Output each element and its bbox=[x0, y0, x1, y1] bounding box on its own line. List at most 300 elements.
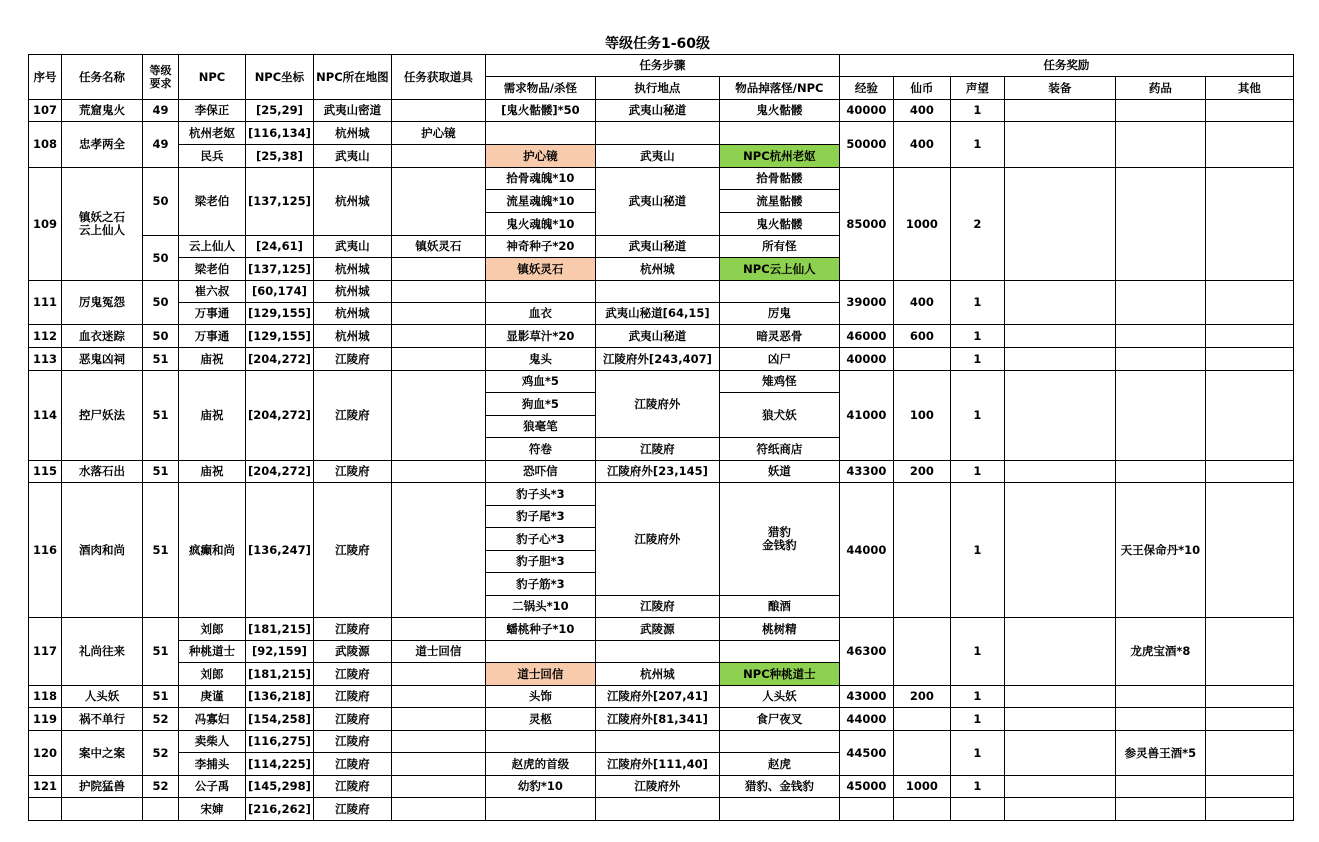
cell-drop: 流星骷髅 bbox=[719, 190, 839, 213]
cell-need: 豹子胆*3 bbox=[485, 551, 595, 573]
cell-map: 杭州城 bbox=[313, 325, 391, 348]
cell-money: 200 bbox=[893, 461, 950, 483]
cell-need: [鬼火骷髅]*50 bbox=[485, 100, 595, 122]
cell-id: 108 bbox=[29, 122, 62, 168]
cell-need: 豹子心*3 bbox=[485, 528, 595, 551]
cell-other bbox=[1205, 168, 1293, 281]
cell-map: 杭州城 bbox=[313, 258, 391, 281]
cell-map: 武夷山 bbox=[313, 236, 391, 258]
cell-exp: 46300 bbox=[839, 618, 893, 686]
cell-coords: [145,298] bbox=[246, 776, 314, 798]
cell-drop bbox=[719, 641, 839, 663]
cell-money: 1000 bbox=[893, 168, 950, 281]
cell-item bbox=[391, 371, 485, 461]
cell-npc: 李保正 bbox=[179, 100, 246, 122]
cell-money: 600 bbox=[893, 325, 950, 348]
col-header-exp: 经验 bbox=[839, 77, 893, 100]
cell-money: 100 bbox=[893, 371, 950, 461]
cell-coords: [136,247] bbox=[246, 483, 314, 618]
cell-place bbox=[595, 641, 719, 663]
cell-drop: 鬼火骷髅 bbox=[719, 100, 839, 122]
cell-need: 拾骨魂魄*10 bbox=[485, 168, 595, 190]
cell-need: 鸡血*5 bbox=[485, 371, 595, 393]
cell-exp bbox=[839, 798, 893, 821]
cell-drop bbox=[719, 798, 839, 821]
col-header-place: 执行地点 bbox=[595, 77, 719, 100]
cell-drop: 雉鸡怪 bbox=[719, 371, 839, 393]
col-header-id: 序号 bbox=[29, 55, 62, 100]
cell-place: 江陵府外[207,41] bbox=[595, 686, 719, 708]
cell-npc: 种桃道士 bbox=[179, 641, 246, 663]
cell-need bbox=[485, 281, 595, 303]
cell-other bbox=[1205, 483, 1293, 618]
cell-place: 江陵府外 bbox=[595, 371, 719, 438]
cell-coords: [137,125] bbox=[246, 168, 314, 236]
cell-coords: [204,272] bbox=[246, 461, 314, 483]
cell-other bbox=[1205, 325, 1293, 348]
table-row bbox=[29, 686, 1294, 708]
cell-level: 49 bbox=[143, 122, 179, 168]
cell-npc: 公子禹 bbox=[179, 776, 246, 798]
cell-drop: 人头妖 bbox=[719, 686, 839, 708]
cell-other bbox=[1205, 776, 1293, 798]
cell-drop: 狼犬妖 bbox=[719, 393, 839, 438]
cell-npc: 冯寡妇 bbox=[179, 708, 246, 731]
cell-coords: [216,262] bbox=[246, 798, 314, 821]
cell-equip bbox=[1004, 325, 1115, 348]
cell-place: 杭州城 bbox=[595, 663, 719, 686]
cell-coords: [181,215] bbox=[246, 663, 314, 686]
cell-fame: 1 bbox=[950, 371, 1004, 461]
cell-name: 人头妖 bbox=[62, 686, 143, 708]
cell-medicine bbox=[1115, 325, 1205, 348]
cell-coords: [24,61] bbox=[246, 236, 314, 258]
cell-other bbox=[1205, 731, 1293, 776]
cell-place bbox=[595, 798, 719, 821]
cell-place: 江陵府 bbox=[595, 438, 719, 461]
cell-id: 121 bbox=[29, 776, 62, 798]
sheet-title: 等级任务1-60级 bbox=[604, 36, 711, 52]
cell-exp: 85000 bbox=[839, 168, 893, 281]
table-row bbox=[29, 100, 1294, 122]
cell-equip bbox=[1004, 798, 1115, 821]
cell-money: 400 bbox=[893, 281, 950, 325]
table-row bbox=[29, 371, 1294, 393]
cell-need: 鬼头 bbox=[485, 348, 595, 371]
cell-level: 52 bbox=[143, 708, 179, 731]
cell-map: 江陵府 bbox=[313, 483, 391, 618]
cell-npc: 杭州老妪 bbox=[179, 122, 246, 145]
cell-coords: [137,125] bbox=[246, 258, 314, 281]
table-row bbox=[29, 281, 1294, 303]
cell-money: 200 bbox=[893, 686, 950, 708]
col-header-money: 仙币 bbox=[893, 77, 950, 100]
table-row bbox=[29, 461, 1294, 483]
cell-other bbox=[1205, 708, 1293, 731]
cell-map: 武陵源 bbox=[313, 641, 391, 663]
cell-other bbox=[1205, 100, 1293, 122]
cell-need: 流星魂魄*10 bbox=[485, 190, 595, 213]
cell-need: 鬼火魂魄*10 bbox=[485, 213, 595, 236]
cell-need: 豹子筋*3 bbox=[485, 573, 595, 596]
cell-place: 江陵府外 bbox=[595, 776, 719, 798]
cell-need: 镇妖灵石 bbox=[485, 258, 595, 281]
cell-equip bbox=[1004, 776, 1115, 798]
cell-map: 杭州城 bbox=[313, 303, 391, 325]
cell-medicine bbox=[1115, 798, 1205, 821]
cell-coords: [116,134] bbox=[246, 122, 314, 145]
cell-id bbox=[29, 798, 62, 821]
cell-item bbox=[391, 483, 485, 618]
col-header-drop: 物品掉落怪/NPC bbox=[719, 77, 839, 100]
cell-level bbox=[143, 798, 179, 821]
cell-drop bbox=[719, 731, 839, 753]
cell-item bbox=[391, 686, 485, 708]
cell-medicine bbox=[1115, 686, 1205, 708]
cell-need: 豹子尾*3 bbox=[485, 506, 595, 528]
cell-exp: 40000 bbox=[839, 100, 893, 122]
cell-map: 江陵府 bbox=[313, 371, 391, 461]
cell-item bbox=[391, 708, 485, 731]
cell-other bbox=[1205, 798, 1293, 821]
cell-other bbox=[1205, 686, 1293, 708]
cell-level: 51 bbox=[143, 618, 179, 686]
col-header-name: 任务名称 bbox=[62, 55, 143, 100]
cell-id: 115 bbox=[29, 461, 62, 483]
cell-medicine: 参灵兽王酒*5 bbox=[1115, 731, 1205, 776]
cell-id: 107 bbox=[29, 100, 62, 122]
cell-medicine bbox=[1115, 168, 1205, 281]
cell-fame bbox=[950, 798, 1004, 821]
cell-map: 江陵府 bbox=[313, 776, 391, 798]
table-row bbox=[29, 731, 1294, 753]
cell-map: 杭州城 bbox=[313, 168, 391, 236]
cell-need: 蟠桃种子*10 bbox=[485, 618, 595, 641]
cell-fame: 2 bbox=[950, 168, 1004, 281]
cell-map: 武夷山密道 bbox=[313, 100, 391, 122]
cell-drop: 妖道 bbox=[719, 461, 839, 483]
cell-need bbox=[485, 641, 595, 663]
cell-item bbox=[391, 281, 485, 303]
cell-fame: 1 bbox=[950, 100, 1004, 122]
cell-medicine bbox=[1115, 708, 1205, 731]
cell-need: 血衣 bbox=[485, 303, 595, 325]
cell-id: 114 bbox=[29, 371, 62, 461]
table-row bbox=[29, 348, 1294, 371]
cell-need: 恐吓信 bbox=[485, 461, 595, 483]
cell-place: 江陵府 bbox=[595, 596, 719, 618]
cell-level: 50 bbox=[143, 281, 179, 325]
cell-drop: 食尸夜叉 bbox=[719, 708, 839, 731]
cell-place: 武夷山秘道 bbox=[595, 100, 719, 122]
cell-place: 江陵府外[111,40] bbox=[595, 753, 719, 776]
col-header-steps: 任务步骤 bbox=[485, 55, 839, 77]
cell-drop: 桃树精 bbox=[719, 618, 839, 641]
col-header-npc: NPC bbox=[179, 55, 246, 100]
cell-medicine bbox=[1115, 776, 1205, 798]
cell-item bbox=[391, 753, 485, 776]
cell-npc: 万事通 bbox=[179, 303, 246, 325]
cell-place: 江陵府外[243,407] bbox=[595, 348, 719, 371]
cell-level: 51 bbox=[143, 461, 179, 483]
cell-equip bbox=[1004, 348, 1115, 371]
table-row bbox=[29, 776, 1294, 798]
cell-drop: 鬼火骷髅 bbox=[719, 213, 839, 236]
cell-item bbox=[391, 258, 485, 281]
cell-item bbox=[391, 618, 485, 641]
cell-id: 119 bbox=[29, 708, 62, 731]
cell-item: 道士回信 bbox=[391, 641, 485, 663]
cell-npc: 疯癫和尚 bbox=[179, 483, 246, 618]
col-header-level: 等级要求 bbox=[143, 55, 179, 100]
cell-drop: 猎豹 金钱豹 bbox=[719, 483, 839, 596]
cell-coords: [60,174] bbox=[246, 281, 314, 303]
cell-id: 117 bbox=[29, 618, 62, 686]
header-row-1 bbox=[29, 55, 1294, 77]
cell-name: 护院猛兽 bbox=[62, 776, 143, 798]
cell-item: 镇妖灵石 bbox=[391, 236, 485, 258]
cell-coords: [129,155] bbox=[246, 325, 314, 348]
cell-other bbox=[1205, 371, 1293, 461]
cell-coords: [129,155] bbox=[246, 303, 314, 325]
cell-place bbox=[595, 122, 719, 145]
cell-exp: 41000 bbox=[839, 371, 893, 461]
cell-drop: NPC云上仙人 bbox=[719, 258, 839, 281]
cell-coords: [204,272] bbox=[246, 348, 314, 371]
table-row bbox=[29, 325, 1294, 348]
cell-map: 江陵府 bbox=[313, 686, 391, 708]
cell-drop: 符纸商店 bbox=[719, 438, 839, 461]
cell-npc: 李捕头 bbox=[179, 753, 246, 776]
cell-id: 116 bbox=[29, 483, 62, 618]
cell-drop: 厉鬼 bbox=[719, 303, 839, 325]
table-row bbox=[29, 168, 1294, 190]
cell-level: 49 bbox=[143, 100, 179, 122]
cell-map: 杭州城 bbox=[313, 281, 391, 303]
cell-need bbox=[485, 731, 595, 753]
cell-other bbox=[1205, 122, 1293, 168]
cell-id: 113 bbox=[29, 348, 62, 371]
cell-equip bbox=[1004, 168, 1115, 281]
col-header-equip: 装备 bbox=[1004, 77, 1115, 100]
cell-item bbox=[391, 776, 485, 798]
cell-coords: [116,275] bbox=[246, 731, 314, 753]
cell-level: 51 bbox=[143, 483, 179, 618]
cell-map: 江陵府 bbox=[313, 708, 391, 731]
cell-exp: 43300 bbox=[839, 461, 893, 483]
cell-medicine bbox=[1115, 122, 1205, 168]
cell-item bbox=[391, 663, 485, 686]
cell-name: 酒肉和尚 bbox=[62, 483, 143, 618]
cell-need: 赵虎的首级 bbox=[485, 753, 595, 776]
cell-place: 武陵源 bbox=[595, 618, 719, 641]
cell-exp: 44500 bbox=[839, 731, 893, 776]
cell-need: 显影草汁*20 bbox=[485, 325, 595, 348]
cell-equip bbox=[1004, 461, 1115, 483]
col-header-coords: NPC坐标 bbox=[246, 55, 314, 100]
cell-need: 幼豹*10 bbox=[485, 776, 595, 798]
cell-level: 51 bbox=[143, 371, 179, 461]
cell-medicine bbox=[1115, 461, 1205, 483]
cell-name bbox=[62, 798, 143, 821]
table-row bbox=[29, 708, 1294, 731]
cell-drop: NPC种桃道士 bbox=[719, 663, 839, 686]
cell-name: 案中之案 bbox=[62, 731, 143, 776]
cell-item bbox=[391, 168, 485, 236]
cell-fame: 1 bbox=[950, 731, 1004, 776]
cell-place: 武夷山秘道 bbox=[595, 168, 719, 236]
cell-item bbox=[391, 348, 485, 371]
cell-coords: [25,29] bbox=[246, 100, 314, 122]
cell-place: 武夷山秘道 bbox=[595, 325, 719, 348]
cell-equip bbox=[1004, 122, 1115, 168]
cell-other bbox=[1205, 348, 1293, 371]
cell-item bbox=[391, 731, 485, 753]
col-header-reward: 任务奖励 bbox=[839, 55, 1293, 77]
cell-npc: 刘郎 bbox=[179, 663, 246, 686]
cell-level: 51 bbox=[143, 686, 179, 708]
cell-place: 江陵府外 bbox=[595, 483, 719, 596]
cell-need: 灵柩 bbox=[485, 708, 595, 731]
cell-exp: 39000 bbox=[839, 281, 893, 325]
cell-medicine: 天王保命丹*10 bbox=[1115, 483, 1205, 618]
cell-fame: 1 bbox=[950, 686, 1004, 708]
cell-money: 400 bbox=[893, 100, 950, 122]
cell-place: 江陵府外[81,341] bbox=[595, 708, 719, 731]
col-header-item: 任务获取道具 bbox=[391, 55, 485, 100]
cell-equip bbox=[1004, 708, 1115, 731]
cell-coords: [136,218] bbox=[246, 686, 314, 708]
cell-fame: 1 bbox=[950, 122, 1004, 168]
cell-exp: 50000 bbox=[839, 122, 893, 168]
cell-npc: 庚谨 bbox=[179, 686, 246, 708]
cell-need: 狗血*5 bbox=[485, 393, 595, 416]
quest-table bbox=[28, 54, 1294, 821]
cell-id: 120 bbox=[29, 731, 62, 776]
cell-item bbox=[391, 303, 485, 325]
cell-name: 厉鬼冤怨 bbox=[62, 281, 143, 325]
cell-other bbox=[1205, 618, 1293, 686]
cell-map: 武夷山 bbox=[313, 145, 391, 168]
cell-level: 51 bbox=[143, 348, 179, 371]
cell-level: 50 bbox=[143, 325, 179, 348]
cell-equip bbox=[1004, 281, 1115, 325]
cell-need: 神奇种子*20 bbox=[485, 236, 595, 258]
cell-map: 杭州城 bbox=[313, 122, 391, 145]
cell-id: 118 bbox=[29, 686, 62, 708]
cell-equip bbox=[1004, 618, 1115, 686]
cell-coords: [154,258] bbox=[246, 708, 314, 731]
cell-coords: [114,225] bbox=[246, 753, 314, 776]
cell-medicine bbox=[1115, 100, 1205, 122]
cell-need: 护心镜 bbox=[485, 145, 595, 168]
cell-level: 50 bbox=[143, 236, 179, 281]
cell-fame: 1 bbox=[950, 325, 1004, 348]
cell-npc: 刘郎 bbox=[179, 618, 246, 641]
cell-drop bbox=[719, 281, 839, 303]
cell-npc: 崔六叔 bbox=[179, 281, 246, 303]
cell-name: 祸不单行 bbox=[62, 708, 143, 731]
cell-npc: 庙祝 bbox=[179, 461, 246, 483]
cell-drop: 所有怪 bbox=[719, 236, 839, 258]
cell-npc: 梁老伯 bbox=[179, 258, 246, 281]
cell-name: 水落石出 bbox=[62, 461, 143, 483]
table-row bbox=[29, 483, 1294, 506]
cell-money: 400 bbox=[893, 122, 950, 168]
cell-equip bbox=[1004, 100, 1115, 122]
cell-id: 111 bbox=[29, 281, 62, 325]
cell-medicine bbox=[1115, 371, 1205, 461]
table-row bbox=[29, 798, 1294, 821]
cell-npc: 云上仙人 bbox=[179, 236, 246, 258]
cell-map: 江陵府 bbox=[313, 461, 391, 483]
cell-money bbox=[893, 618, 950, 686]
cell-name: 恶鬼凶祠 bbox=[62, 348, 143, 371]
cell-place: 江陵府外[23,145] bbox=[595, 461, 719, 483]
cell-id: 112 bbox=[29, 325, 62, 348]
cell-level: 52 bbox=[143, 731, 179, 776]
cell-level: 50 bbox=[143, 168, 179, 236]
cell-money bbox=[893, 798, 950, 821]
cell-fame: 1 bbox=[950, 776, 1004, 798]
cell-place: 武夷山秘道[64,15] bbox=[595, 303, 719, 325]
cell-npc: 庙祝 bbox=[179, 371, 246, 461]
cell-drop: 猎豹、金钱豹 bbox=[719, 776, 839, 798]
col-header-medicine: 药品 bbox=[1115, 77, 1205, 100]
cell-equip bbox=[1004, 371, 1115, 461]
cell-exp: 44000 bbox=[839, 708, 893, 731]
cell-drop: 暗灵恶骨 bbox=[719, 325, 839, 348]
cell-npc: 民兵 bbox=[179, 145, 246, 168]
cell-fame: 1 bbox=[950, 461, 1004, 483]
cell-name: 忠孝两全 bbox=[62, 122, 143, 168]
cell-name: 荒窟鬼火 bbox=[62, 100, 143, 122]
cell-drop: 凶尸 bbox=[719, 348, 839, 371]
cell-equip bbox=[1004, 686, 1115, 708]
cell-exp: 40000 bbox=[839, 348, 893, 371]
col-header-fame: 声望 bbox=[950, 77, 1004, 100]
cell-money bbox=[893, 483, 950, 618]
cell-medicine bbox=[1115, 281, 1205, 325]
cell-equip bbox=[1004, 483, 1115, 618]
cell-coords: [181,215] bbox=[246, 618, 314, 641]
cell-map: 江陵府 bbox=[313, 731, 391, 753]
cell-fame: 1 bbox=[950, 348, 1004, 371]
cell-map: 江陵府 bbox=[313, 753, 391, 776]
cell-exp: 44000 bbox=[839, 483, 893, 618]
cell-level: 52 bbox=[143, 776, 179, 798]
cell-item bbox=[391, 145, 485, 168]
cell-medicine bbox=[1115, 348, 1205, 371]
cell-item bbox=[391, 798, 485, 821]
cell-coords: [25,38] bbox=[246, 145, 314, 168]
cell-npc: 庙祝 bbox=[179, 348, 246, 371]
cell-equip bbox=[1004, 731, 1115, 776]
cell-need: 狼毫笔 bbox=[485, 416, 595, 438]
cell-map: 江陵府 bbox=[313, 348, 391, 371]
cell-exp: 46000 bbox=[839, 325, 893, 348]
cell-map: 江陵府 bbox=[313, 618, 391, 641]
table-row bbox=[29, 618, 1294, 641]
cell-map: 江陵府 bbox=[313, 798, 391, 821]
cell-exp: 43000 bbox=[839, 686, 893, 708]
cell-place bbox=[595, 731, 719, 753]
cell-money bbox=[893, 731, 950, 776]
cell-id: 109 bbox=[29, 168, 62, 281]
cell-place bbox=[595, 281, 719, 303]
cell-need: 二锅头*10 bbox=[485, 596, 595, 618]
cell-npc: 梁老伯 bbox=[179, 168, 246, 236]
